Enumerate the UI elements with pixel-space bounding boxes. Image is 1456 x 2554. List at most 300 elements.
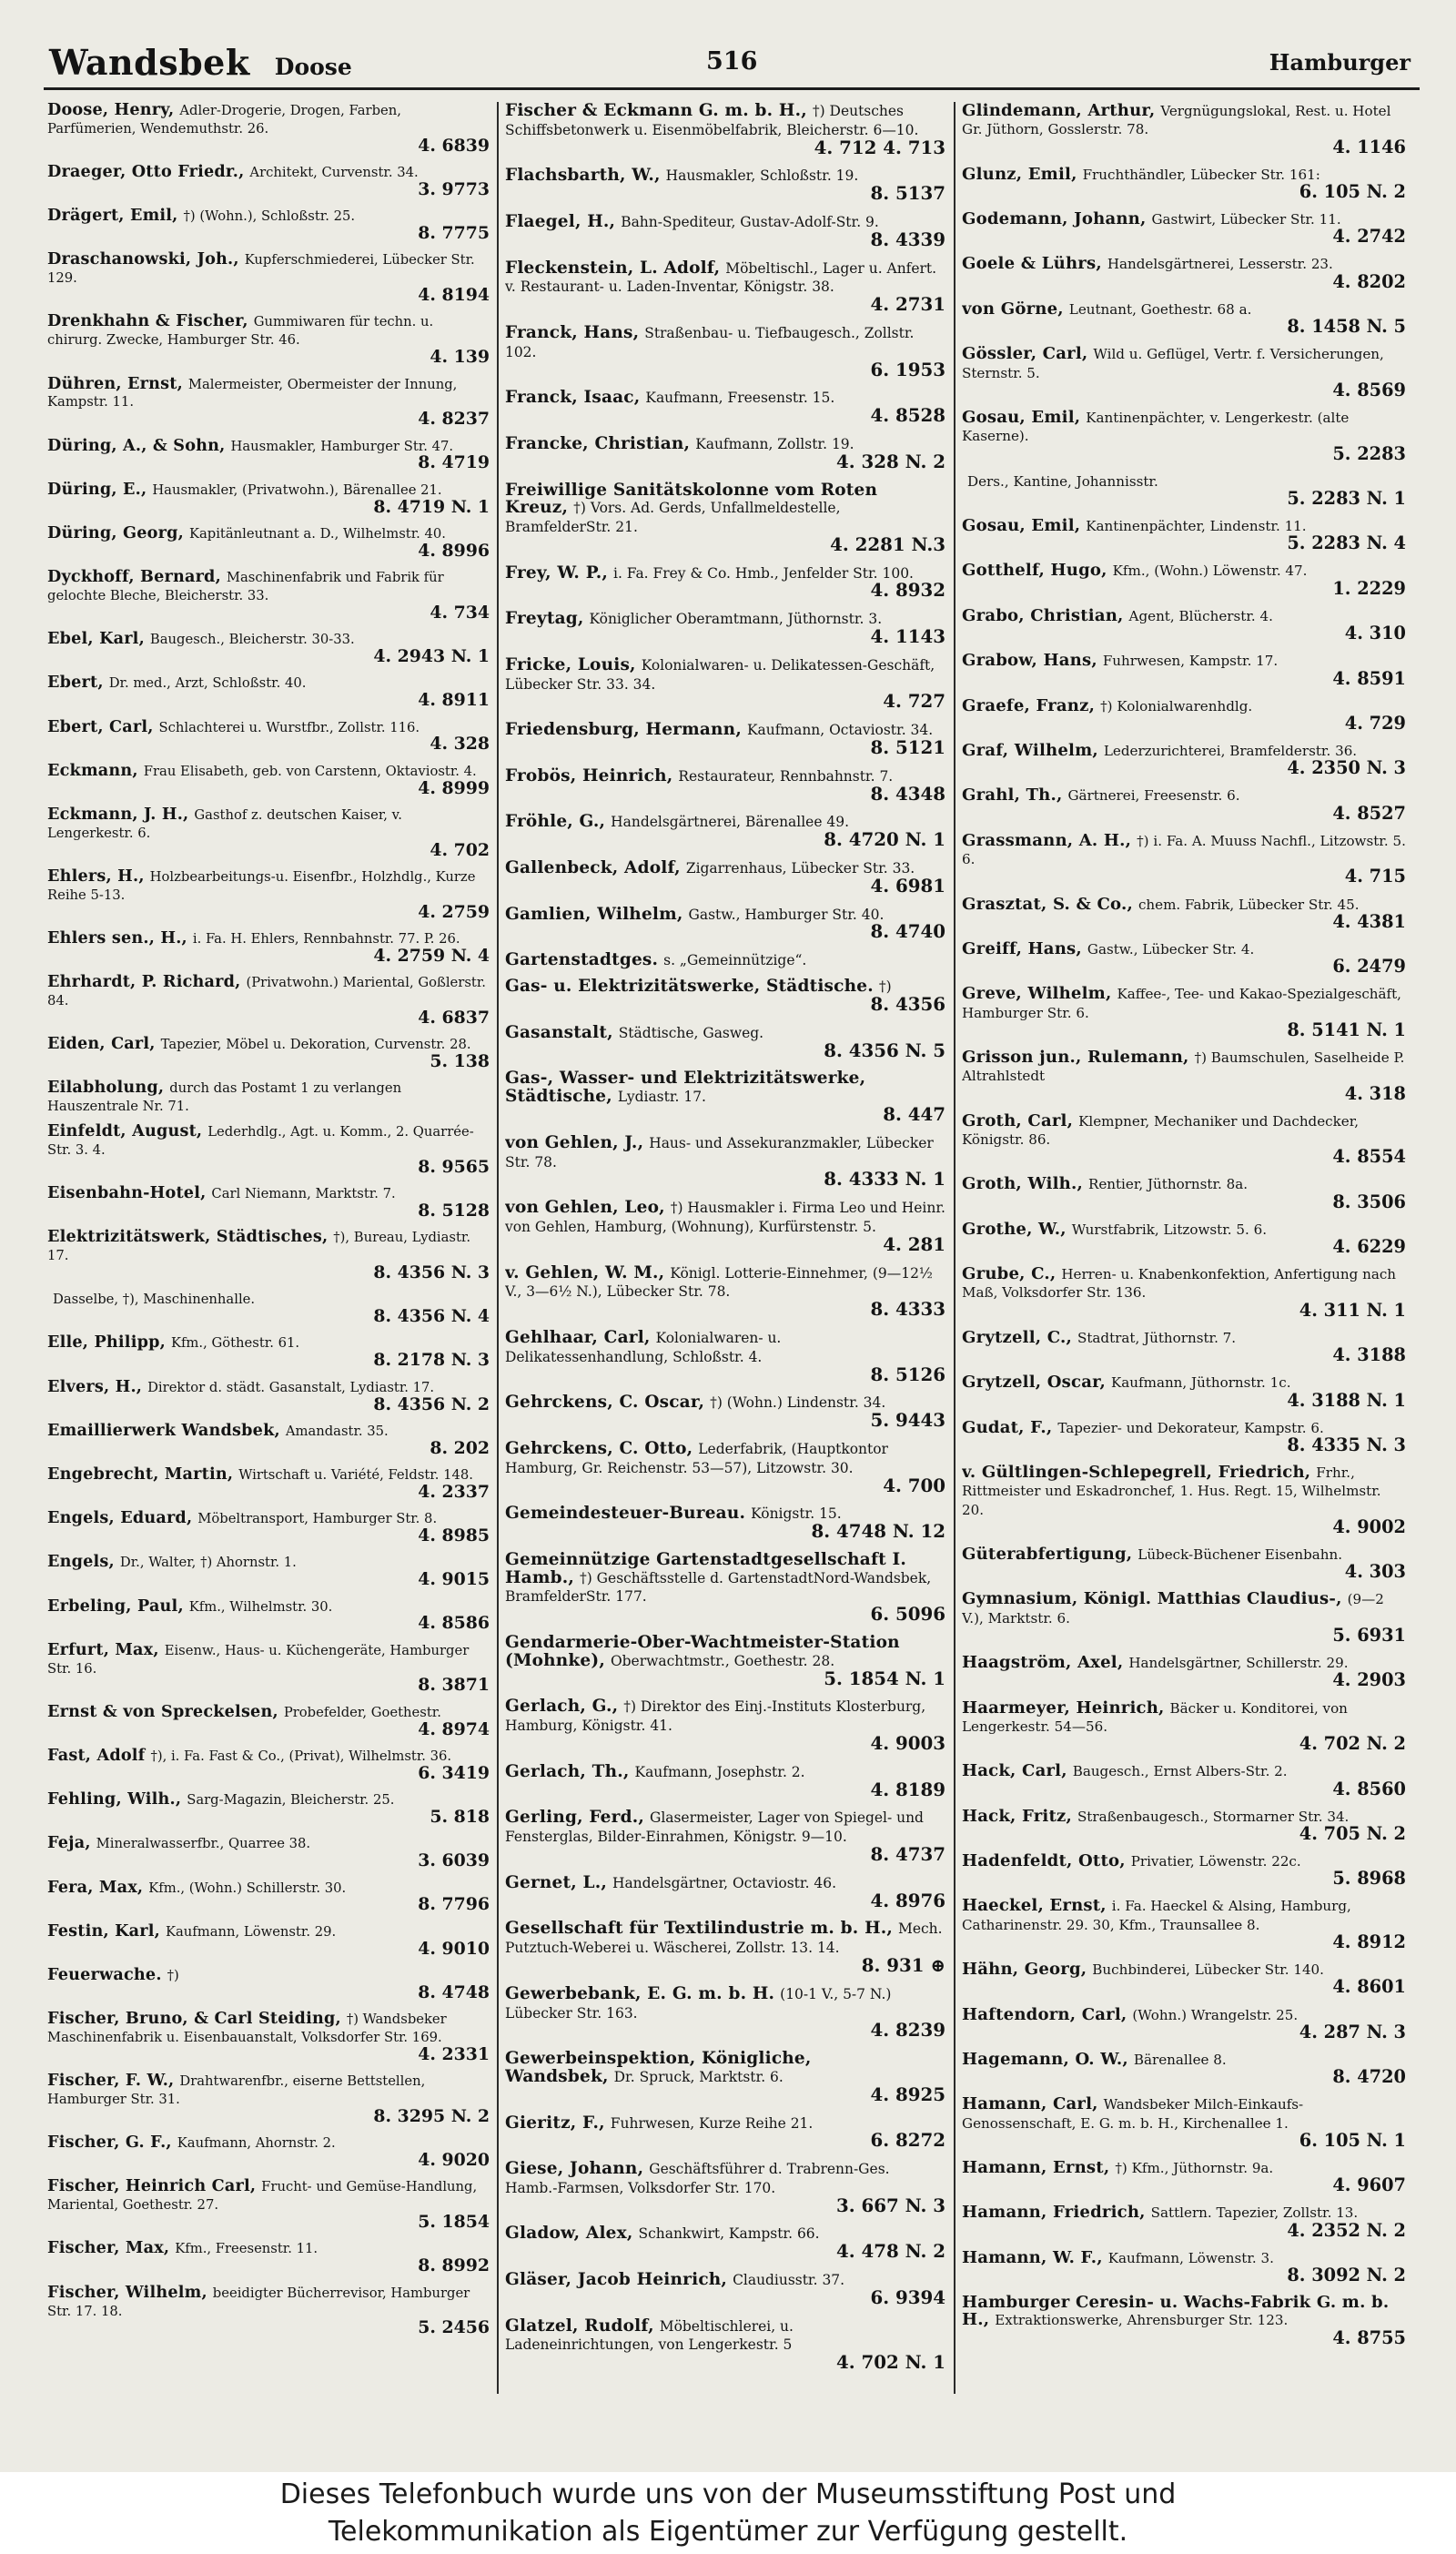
entry-phone-number: 6. 9394 (870, 2285, 945, 2308)
entry-name: Gemeinnützige Gartenstadtgesellschaft I. Hamb., (505, 1549, 906, 1587)
directory-entry (47, 435, 490, 473)
entry-details: Städtische, Gasweg. (618, 1024, 764, 1041)
entry-phone-number: 4. 2759 N. 4 (373, 945, 490, 966)
directory-entry (962, 896, 1406, 931)
directory-entry (962, 2095, 1406, 2150)
footer-line-1: Dieses Telefonbuch wurde uns von der Museumsstiftung Post und (279, 2478, 1177, 2510)
entry-phone-number: 6. 8272 (870, 2129, 945, 2152)
entry-phone-number: 8. 4356 N. 4 (373, 1306, 490, 1327)
footer-line-2: Telekommunikation als Eigentümer zur Verfügung gestellt. (328, 2516, 1128, 2548)
entry-name: Gosau, Emil, (962, 407, 1081, 427)
entry-phone-number: 8. 4748 (418, 1981, 490, 2002)
entry-phone-number: 4. 9003 (870, 1732, 945, 1754)
directory-entry (47, 2178, 490, 2231)
directory-entry (962, 607, 1406, 643)
entry-details: Lübeck-Büchener Eisenbahn. (1138, 1546, 1343, 1564)
entry-name: Fischer, Wilhelm, (47, 2282, 207, 2302)
directory-entry (47, 1639, 490, 1696)
entry-phone-number: 8. 2178 N. 3 (373, 1350, 490, 1371)
entry-phone-number: 4. 8202 (1332, 270, 1406, 292)
entry-phone-number: 4. 2352 N. 2 (1287, 2219, 1406, 2241)
entry-details: Stadtrat, Jüthornstr. 7. (1077, 1329, 1237, 1346)
entry-details: †) Kolonialwarenhdlg. (1100, 697, 1253, 715)
entry-name: Groth, Carl, (962, 1110, 1074, 1130)
entry-details: Amandastr. 35. (285, 1423, 389, 1439)
entry-phone-number: 6. 105 N. 2 (1299, 181, 1406, 203)
directory-entry (47, 1334, 490, 1369)
entry-details: Kaufmann, Löwenstr. 29. (165, 1923, 337, 1940)
entry-name: Festin, Karl, (47, 1921, 160, 1941)
entry-details: i. Fa. Frey & Co. Hmb., Jenfelder Str. 100. (613, 564, 914, 582)
entry-details: Vergnügungslokal, Rest. u. Hotel Gr. Jüthorn, Gosslerstr. 78. (962, 103, 1391, 138)
entry-phone-number: 8. 5141 N. 1 (1287, 1019, 1406, 1040)
directory-entry (47, 208, 490, 242)
entry-name: Fischer & Eckmann G. m. b. H., (505, 102, 807, 120)
entry-name: Dühren, Ernst, (47, 373, 183, 393)
entry-details: Kaufmann, Octaviostr. 34. (746, 722, 934, 739)
entry-phone-number: 4. 8194 (418, 285, 490, 306)
directory-entry (47, 251, 490, 304)
entry-name: von Gehlen, J., (505, 1132, 644, 1152)
entry-phone-number: 5. 818 (430, 1807, 490, 1828)
entry-name: Doose, Henry, (47, 102, 175, 119)
entry-phone-number: 4. 712 4. 713 (814, 136, 945, 158)
entry-name: Hack, Fritz, (962, 1806, 1072, 1826)
entry-details: †) Direktor des Einj.-Instituts Klosterburg, Hamburg, Königstr. 41. (505, 1698, 926, 1735)
entry-phone-number: 4. 139 (430, 347, 490, 368)
directory-entry (962, 1762, 1406, 1798)
entry-name: Gasanstalt, (505, 1022, 613, 1042)
entry-details: Dr. med., Arzt, Schloßstr. 40. (108, 675, 307, 692)
directory-entry (47, 930, 490, 965)
directory-entry (505, 610, 945, 646)
directory-entry (505, 259, 945, 315)
entry-details: Klempner, Mechaniker und Dachdecker, Königstr. 86. (962, 1112, 1360, 1148)
column-divider (954, 102, 956, 2394)
entry-name: Hähn, Georg, (962, 1960, 1087, 1980)
entry-phone-number: 8. 4356 N. 2 (373, 1394, 490, 1414)
directory-entry (962, 2006, 1406, 2042)
entry-details: Wild u. Geflügel, Vertr. f. Versicherungen, Sternstr. 5. (962, 346, 1384, 381)
entry-details: Hausmakler, Schloßstr. 19. (665, 167, 859, 185)
entry-phone-number: 4. 2350 N. 3 (1287, 757, 1406, 779)
page-number: 516 (706, 47, 758, 76)
entry-details: †) Baumschulen, Saselheide P. Altrahlstedt (962, 1049, 1405, 1085)
page-header (44, 40, 1420, 90)
directory-entry (505, 767, 945, 804)
directory-entry (47, 1291, 490, 1325)
entry-phone-number: 8. 8992 (418, 2255, 490, 2276)
entry-name: Gosau, Emil, (962, 516, 1081, 536)
directory-entry (962, 1464, 1406, 1536)
entry-phone-number: 8. 7796 (418, 1894, 490, 1915)
entry-name: Hamann, Friedrich, (962, 2203, 1146, 2223)
directory-entry (505, 1809, 945, 1864)
entry-name: Ehrhardt, P. Richard, (47, 972, 241, 992)
entry-name: Dyckhoff, Bernard, (47, 567, 221, 587)
entry-phone-number: 4. 478 N. 2 (836, 2240, 945, 2263)
entry-name: Grothe, W., (962, 1219, 1067, 1239)
entry-phone-number: 4. 8911 (418, 690, 490, 711)
entry-phone-number: 8. 4333 N. 1 (824, 1168, 945, 1191)
entry-phone-number: 5. 8968 (1332, 1868, 1406, 1890)
entry-details: Adler-Drogerie, Drogen, Farben, Parfümerien, Wendemuthstr. 26. (47, 103, 401, 137)
entry-phone-number: 8. 1458 N. 5 (1287, 316, 1406, 338)
directory-entry (962, 1221, 1406, 1256)
entry-details: Fruchthändler, Lübecker Str. 161: (1082, 166, 1320, 183)
entry-name: Fischer, Bruno, & Carl Steiding, (47, 2009, 341, 2029)
entry-phone-number: 4. 3188 (1332, 1344, 1406, 1366)
entry-phone-number: 3. 9773 (418, 178, 490, 199)
entry-name: Gendarmerie-Ober-Wachtmeister-Station (Mohnke), (505, 1633, 900, 1670)
entry-name: Gamlien, Wilhelm, (505, 904, 683, 924)
directory-entry (962, 166, 1406, 201)
entry-name: Frobös, Heinrich, (505, 765, 673, 785)
entry-details: Fuhrwesen, Kampstr. 17. (1102, 653, 1279, 670)
entry-phone-number: 4. 8591 (1332, 667, 1406, 689)
entry-details: (Wohn.) Wrangelstr. 25. (1132, 2006, 1299, 2023)
entry-phone-number: 4. 2281 N.3 (830, 532, 945, 555)
entry-name: Ehlers sen., H., (47, 928, 187, 948)
entry-name: Grasztat, S. & Co., (962, 894, 1133, 914)
directory-entry (505, 2160, 945, 2215)
entry-details: Lederzurichterei, Bramfelderstr. 36. (1103, 743, 1358, 760)
entry-details: Kaffee-, Tee- und Kakao-Spezialgeschäft, Hamburger Str. 6. (962, 986, 1401, 1021)
entry-phone-number: 8. 4737 (870, 1842, 945, 1865)
entry-phone-number: 8. 202 (430, 1437, 490, 1458)
entry-phone-number: 4. 8755 (1332, 2326, 1406, 2348)
directory-entry (505, 951, 945, 970)
entry-phone-number: 8. 7775 (418, 223, 490, 244)
entry-phone-number: 4. 715 (1344, 866, 1406, 887)
entry-phone-number: 8. 4339 (870, 228, 945, 250)
entry-name: Ebert, (47, 673, 104, 693)
entry-details: Sarg-Magazin, Bleicherstr. 25. (187, 1792, 395, 1809)
entry-name: Gotthelf, Hugo, (962, 561, 1107, 581)
entry-name: Güterabfertigung, (962, 1545, 1133, 1565)
entry-name: Einfeldt, August, (47, 1120, 203, 1140)
entry-details: Tapezier, Möbel u. Dekoration, Curvenstr. 28. (160, 1037, 471, 1053)
entry-details: †), Bureau, Lydiastr. 17. (47, 1230, 471, 1264)
entry-name: Ernst & von Spreckelsen, (47, 1701, 278, 1721)
entry-details: Hausmakler, Hamburger Str. 47. (230, 438, 454, 454)
entry-name: Giese, Johann, (505, 2159, 644, 2179)
entry-name: Gewerbebank, E. G. m. b. H. (505, 1983, 775, 2003)
entry-details: Lydiastr. 17. (617, 1089, 706, 1106)
entry-details: Sattlern. Tapezier, Zollstr. 13. (1150, 2204, 1359, 2222)
entry-phone-number: 8. 5126 (870, 1363, 945, 1385)
entry-name: Grabow, Hans, (962, 651, 1097, 671)
entry-phone-number: 5. 2283 N. 4 (1287, 532, 1406, 554)
directory-entry (505, 564, 945, 601)
entry-phone-number: 3. 667 N. 3 (836, 2194, 945, 2216)
column-2 (505, 102, 945, 2394)
entry-name: Gläser, Jacob Heinrich, (505, 2270, 728, 2290)
entry-details: Gummiwaren für techn. u. chirurg. Zwecke, Hamburger Str. 46. (47, 314, 434, 349)
entry-phone-number: 8. 4740 (870, 920, 945, 943)
directory-entry (962, 940, 1406, 976)
entry-phone-number: 4. 8560 (1332, 1778, 1406, 1799)
entry-details: †) (878, 978, 892, 996)
entry-details: Handelsgärtnerei, Bärenallee 49. (611, 814, 849, 831)
entry-phone-number: 4. 727 (883, 690, 945, 713)
entry-details: Direktor d. städt. Gasanstalt, Lydiastr. 17. (147, 1379, 435, 1395)
entry-phone-number: 8. 4719 (418, 452, 490, 473)
entry-details: Schankwirt, Kampstr. 66. (638, 2225, 820, 2243)
header-first-name: Doose (274, 54, 352, 80)
entry-name: Graf, Wilhelm, (962, 741, 1098, 761)
directory-entry (47, 569, 490, 622)
entry-phone-number: 5. 9443 (870, 1409, 945, 1432)
entry-name: Drägert, Emil, (47, 206, 178, 226)
directory-entry (962, 102, 1406, 157)
directory-entry (962, 300, 1406, 336)
entry-phone-number: 4. 310 (1344, 623, 1406, 644)
entry-details: Handelsgärtner, Schillerstr. 29. (1128, 1655, 1349, 1672)
directory-entry (505, 2114, 945, 2151)
directory-entry (962, 742, 1406, 777)
directory-entry (47, 1079, 490, 1116)
directory-entry (47, 2073, 490, 2125)
entry-phone-number: 4. 6837 (418, 1007, 490, 1028)
entry-phone-number: 4. 287 N. 3 (1299, 2021, 1406, 2042)
entry-phone-number: 4. 2943 N. 1 (373, 646, 490, 667)
directory-entry (505, 435, 945, 471)
entry-name: Francke, Christian, (505, 433, 691, 453)
directory-entry (962, 1419, 1406, 1454)
entry-name: Fischer, Max, (47, 2238, 170, 2258)
entry-phone-number: 8. 5128 (418, 1200, 490, 1221)
entry-phone-number: 4. 8999 (418, 777, 490, 798)
entry-name: Glatzel, Rudolf, (505, 2316, 654, 2336)
entry-phone-number: 4. 734 (430, 602, 490, 623)
directory-entry (962, 1112, 1406, 1167)
directory-entry (505, 1634, 945, 1688)
entry-details: Mineralwasserfbr., Quarree 38. (96, 1836, 311, 1852)
entry-phone-number: 4. 8237 (418, 409, 490, 430)
entry-name: v. Gehlen, W. M., (505, 1262, 665, 1282)
entry-details: Wirtschaft u. Variété, Feldstr. 148. (238, 1467, 473, 1484)
directory-entry (47, 102, 490, 155)
entry-phone-number: 5. 1854 (418, 2212, 490, 2233)
entry-phone-number: 4. 705 N. 2 (1299, 1822, 1406, 1844)
header-last-name: Hamburger (1269, 49, 1410, 76)
entry-details: Fuhrwesen, Kurze Reihe 21. (610, 2114, 814, 2132)
entry-phone-number: 4. 1146 (1332, 136, 1406, 157)
entry-phone-number: 4. 8569 (1332, 379, 1406, 400)
entry-name: Greiff, Hans, (962, 938, 1082, 958)
entry-name: Haagström, Axel, (962, 1653, 1124, 1673)
directory-entry (505, 1763, 945, 1799)
entry-details: Zigarrenhaus, Lübecker Str. 33. (685, 860, 915, 877)
entry-name: Eckmann, J. H., (47, 804, 189, 824)
entry-name: von Gehlen, Leo, (505, 1198, 665, 1218)
entry-details: Kantinenpächter, v. Lengerkestr. (alte Kaserne). (962, 409, 1350, 445)
directory-entry (962, 1373, 1406, 1409)
entry-details: (10-1 V., 5-7 N.) Lübecker Str. 163. (505, 1985, 892, 2022)
entry-name: Engels, (47, 1552, 115, 1572)
entry-phone-number: 8. 3295 N. 2 (373, 2105, 490, 2126)
entry-name: Gymnasium, Königl. Matthias Claudius-, (962, 1589, 1342, 1609)
entry-phone-number: 6. 105 N. 1 (1299, 2129, 1406, 2151)
entry-name: Eilabholung, (47, 1078, 165, 1098)
entry-phone-number: 4. 4381 (1332, 910, 1406, 932)
entry-details: Straßenbau- u. Tiefbaugesch., Zollstr. 102. (505, 324, 915, 360)
entry-details: Gastwirt, Lübecker Str. 11. (1151, 211, 1341, 228)
directory-entry (47, 373, 490, 430)
entry-details: Kolonialwaren- u. Delikatessenhandlung, Schloßstr. 4. (505, 1329, 782, 1365)
entry-phone-number: 6. 3419 (418, 1762, 490, 1783)
entry-phone-number: 4. 8996 (418, 540, 490, 561)
directory-entry (47, 974, 490, 1027)
directory-entry (47, 1598, 490, 1633)
entry-phone-number: 5. 138 (430, 1051, 490, 1072)
entry-name: Gesellschaft für Textilindustrie m. b. H., (505, 1919, 894, 1939)
entry-details: Kolonialwaren- u. Delikatessen-Geschäft, Lübecker Str. 33. 34. (505, 656, 935, 693)
entry-name: Erfurt, Max, (47, 1639, 159, 1659)
directory-entry (962, 1808, 1406, 1843)
entry-name: Greve, Wilhelm, (962, 984, 1112, 1004)
entry-phone-number: 8. 4356 N. 3 (373, 1262, 490, 1282)
entry-details: Möbeltischlerei, u. Ladeneinrichtungen, von Lengerkestr. 5 (505, 2317, 794, 2354)
entry-name: Gössler, Carl, (962, 344, 1088, 364)
entry-details: Dr., Walter, †) Ahornstr. 1. (119, 1555, 297, 1571)
entry-phone-number: 8. 3506 (1332, 1191, 1406, 1212)
directory-entry (962, 2204, 1406, 2239)
entry-details: Kfm., Wilhelmstr. 30. (188, 1598, 333, 1615)
entry-phone-number: 6. 2479 (1332, 956, 1406, 978)
entry-details: Schlachterei u. Wurstfbr., Zollstr. 116. (158, 719, 420, 735)
entry-name: Grahl, Th., (962, 785, 1063, 806)
directory-entry (47, 2134, 490, 2169)
entry-details: Glasermeister, Lager von Spiegel- und Fensterglas, Bilder-Einrahmen, Königstr. 9—10. (505, 1809, 924, 1846)
entry-phone-number: 1. 2229 (1332, 577, 1406, 599)
directory-entry (505, 1440, 945, 1495)
directory-entry (505, 1920, 945, 1975)
directory-entry (505, 481, 945, 555)
entry-phone-number: 4. 6839 (418, 135, 490, 156)
directory-entry (962, 1329, 1406, 1364)
entry-details: Kaufmann, Löwenstr. 3. (1107, 2249, 1274, 2266)
directory-entry (505, 1874, 945, 1910)
directory-entry (505, 213, 945, 249)
entry-phone-number: 5. 2283 N. 1 (1287, 487, 1406, 509)
entry-name: Grabo, Christian, (962, 605, 1124, 625)
directory-entry (962, 1049, 1406, 1103)
directory-entry (962, 472, 1406, 508)
entry-details: (Privatwohn.) Mariental, Goßlerstr. 84. (47, 975, 486, 1009)
entry-phone-number: 4. 8912 (1332, 1931, 1406, 1953)
entry-phone-number: 4. 8554 (1332, 1146, 1406, 1168)
directory-entry (505, 1264, 945, 1320)
entry-details: Dasselbe, †), Maschinenhalle. (53, 1292, 256, 1308)
entry-details: i. Fa. Haeckel & Alsing, Hamburg, Catharinenstr. 29. 30, Kfm., Traunsallee 8. (962, 1898, 1351, 1933)
directory-entry (47, 1120, 490, 1177)
directory-entry (47, 1701, 490, 1739)
entry-details: †) Geschäftsstelle d. GartenstadtNord-Wandsbek, BramfelderStr. 177. (505, 1569, 932, 1606)
entry-details: †) (Wohn.) Lindenstr. 34. (710, 1394, 886, 1412)
entry-name: Hamann, Carl, (962, 2094, 1098, 2114)
entry-name: Draeger, Otto Friedr., (47, 162, 245, 182)
entry-name: Freytag, (505, 609, 584, 629)
entry-details: Dr. Spruck, Marktstr. 6. (613, 2068, 784, 2085)
entry-name: Elvers, H., (47, 1376, 143, 1396)
directory-entry (505, 2271, 945, 2307)
entry-phone-number: 4. 8925 (870, 2083, 945, 2105)
entry-details: Haus- und Assekuranzmakler, Lübecker Str. 78. (505, 1134, 934, 1171)
entry-phone-number: 4. 700 (883, 1474, 945, 1496)
entry-phone-number: 4. 8527 (1332, 802, 1406, 824)
directory-entry (47, 1835, 490, 1870)
entry-name: Hadenfeldt, Otto, (962, 1851, 1126, 1871)
entry-name: Grassmann, A. H., (962, 830, 1132, 850)
entry-details: Königstr. 15. (751, 1505, 842, 1523)
directory-entry (962, 210, 1406, 246)
entry-name: Elektrizitätswerk, Städtisches, (47, 1227, 329, 1247)
entry-name: Ebel, Karl, (47, 629, 145, 649)
directory-entry (505, 1698, 945, 1753)
entry-name: Haeckel, Ernst, (962, 1896, 1107, 1916)
entry-details: Kaufmann, Zollstr. 19. (695, 435, 854, 452)
entry-phone-number: 4. 328 N. 2 (836, 450, 945, 472)
entry-details: Probefelder, Goethestr. (283, 1704, 441, 1720)
directory-entry (962, 409, 1406, 463)
entry-name: Grytzell, C., (962, 1327, 1072, 1347)
directory-entry (47, 631, 490, 665)
entry-phone-number: 4. 2731 (870, 293, 945, 316)
entry-name: Hack, Carl, (962, 1761, 1067, 1781)
entry-details: Bahn-Spediteur, Gustav-Adolf-Str. 9. (621, 213, 879, 230)
directory-entry (47, 1036, 490, 1070)
entry-name: Gas- u. Elektrizitätswerke, Städtische. (505, 977, 874, 997)
entry-phone-number: 8. 9565 (418, 1156, 490, 1177)
header-left (49, 42, 352, 83)
entry-name: Grytzell, Oscar, (962, 1373, 1106, 1393)
directory-entry (47, 1466, 490, 1501)
directory-entry (962, 1654, 1406, 1689)
entry-name: Fera, Max, (47, 1877, 144, 1897)
directory-entry (47, 868, 490, 921)
entry-details: Baugesch., Bleicherstr. 30-33. (149, 632, 355, 648)
entry-details: Kfm., Göthestr. 61. (170, 1335, 300, 1352)
directory-entry (505, 721, 945, 757)
entry-name: Engebrecht, Martin, (47, 1464, 234, 1485)
entry-name: Fehling, Wilh., (47, 1789, 182, 1809)
directory-entry (47, 716, 490, 755)
entry-phone-number: 4. 1143 (870, 625, 945, 648)
entry-phone-number: 8. 4748 N. 12 (811, 1520, 945, 1543)
entry-details: Claudiusstr. 37. (733, 2272, 845, 2289)
entry-details: Möbeltransport, Hamburger Str. 8. (197, 1511, 438, 1527)
entry-details: Maschinenfabrik und Fabrik für gelochte Bleche, Bleicherstr. 33. (47, 570, 444, 603)
entry-name: Feja, (47, 1833, 91, 1853)
entry-phone-number: 8. 931 ⊕ (861, 1953, 945, 1976)
entry-details: Kfm., (Wohn.) Löwenstr. 47. (1112, 562, 1308, 580)
entry-details: Handelsgärtner, Octaviostr. 46. (612, 1874, 837, 1891)
entry-phone-number: 8. 4719 N. 1 (373, 496, 490, 517)
entry-details: Leutnant, Goethestr. 68 a. (1068, 300, 1252, 318)
directory-entry (47, 1877, 490, 1915)
directory-entry (962, 985, 1406, 1039)
entry-details: Kantinenpächter, Lindenstr. 11. (1086, 518, 1307, 535)
directory-entry (505, 102, 945, 157)
entry-phone-number: 4. 9020 (418, 2150, 490, 2171)
entry-name: Gehlhaar, Carl, (505, 1327, 651, 1347)
entry-phone-number: 8. 3092 N. 2 (1287, 2265, 1406, 2286)
entry-name: Ehlers, H., (47, 866, 145, 886)
entry-name: Emaillierwerk Wandsbek, (47, 1420, 280, 1440)
entry-details: Herren- u. Knabenkonfektion, Anfertigung nach Maß, Volksdorfer Str. 136. (962, 1266, 1397, 1302)
